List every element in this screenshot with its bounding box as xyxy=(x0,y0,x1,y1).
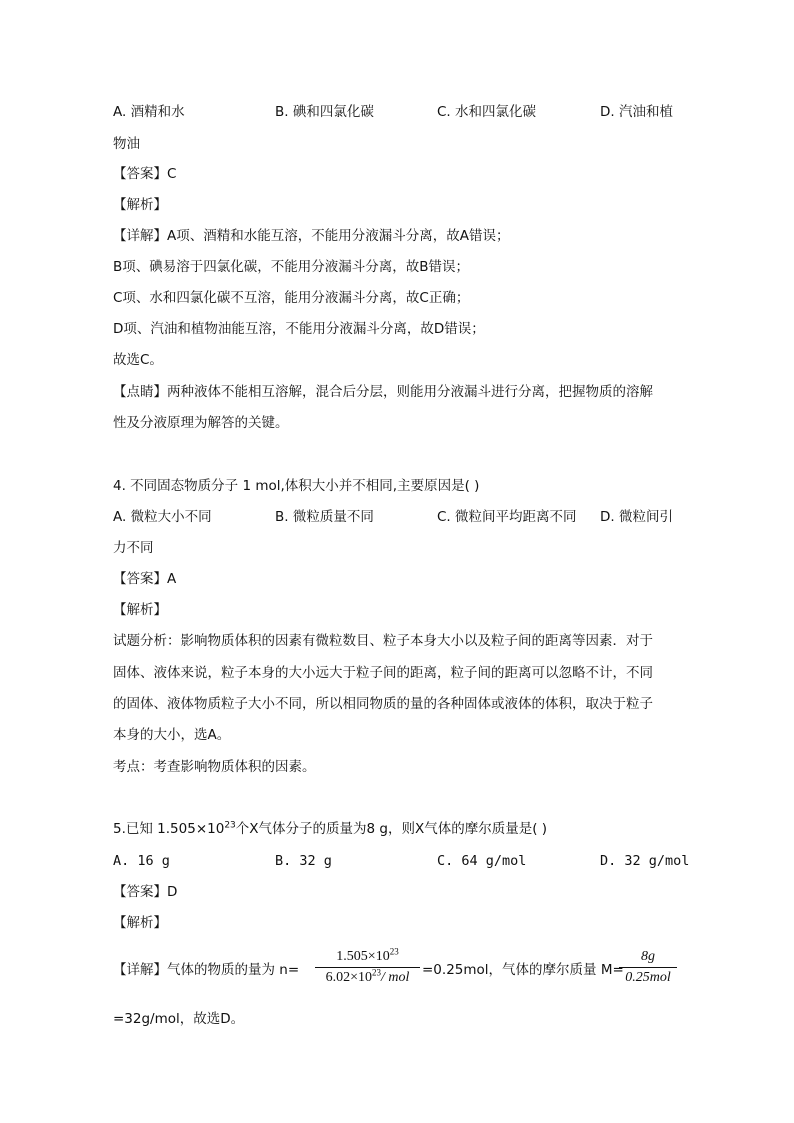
q4-option-d-wrap: 力不同 xyxy=(113,540,154,556)
q5-option-c: C. 64 g/mol xyxy=(437,853,527,869)
q5-fraction-moles xyxy=(315,948,420,987)
q5-stem-pre: 5.已知 1.505×10 xyxy=(113,821,225,837)
q3-point-line: 性及分液原理为解答的关键。 xyxy=(113,415,289,431)
q3-detail-line: 故选C。 xyxy=(113,352,163,368)
q3-point-line: 【点睛】两种液体不能相互溶解，混合后分层，则能用分液漏斗进行分离，把握物质的溶解 xyxy=(113,384,653,400)
q5-final-line: =32g/mol，故选D。 xyxy=(113,1011,245,1027)
q3-detail-line: C项、水和四氯化碳不互溶，能用分液漏斗分离，故C正确； xyxy=(113,290,470,306)
q4-analysis-line: 固体、液体来说，粒子本身的大小远大于粒子间的距离，粒子间的距离可以忽略不计，不同 xyxy=(113,665,653,681)
q5-stem-post: 个X气体分子的质量为8 g，则X气体的摩尔质量是( ) xyxy=(235,821,548,837)
q3-analysis-heading: 【解析】 xyxy=(113,197,167,213)
q3-detail-line: B项、碘易溶于四氯化碳，不能用分液漏斗分离，故B错误； xyxy=(113,259,470,275)
q4-option-b: B. 微粒质量不同 xyxy=(275,509,374,525)
q5-stem-exponent: 23 xyxy=(224,820,236,831)
q5-stem xyxy=(113,819,547,839)
q5-option-b: B. 32 g xyxy=(275,853,332,869)
q4-analysis-line: 的固体、液体物质粒子大小不同，所以相同物质的量的各种固体或液体的体积，取决于粒子 xyxy=(113,696,653,712)
q4-analysis-heading: 【解析】 xyxy=(113,602,167,618)
fraction-denominator: 0.25mol xyxy=(625,970,671,985)
q5-detail-mid: =0.25mol，气体的摩尔质量 M= xyxy=(422,962,624,978)
q5-answer: 【答案】D xyxy=(113,884,178,900)
q5-analysis-heading: 【解析】 xyxy=(113,915,167,931)
fraction-numerator: $1.505\times 10^{23}$ xyxy=(336,946,399,964)
q4-option-d: D. 微粒间引 xyxy=(600,509,673,525)
q5-fraction-molar-mass xyxy=(619,948,677,987)
fraction-bar xyxy=(619,967,677,968)
q4-analysis-line: 本身的大小，选A。 xyxy=(113,727,231,743)
q3-detail-line: 【详解】A项、酒精和水能互溶，不能用分液漏斗分离，故A错误； xyxy=(113,228,510,244)
q3-option-b: B. 碘和四氯化碳 xyxy=(275,104,374,120)
fraction-denominator: $6.02\times 10^{23}/$ mol xyxy=(325,967,410,985)
q3-option-d: D. 汽油和植 xyxy=(600,104,673,120)
q4-analysis-line: 试题分析：影响物质体积的因素有微粒数目、粒子本身大小以及粒子间的距离等因素．对于 xyxy=(113,633,653,649)
fraction-numerator: 8g xyxy=(641,949,655,964)
q3-option-a: A. 酒精和水 xyxy=(113,104,185,120)
q5-option-a: A. 16 g xyxy=(113,853,170,869)
q3-option-c: C. 水和四氯化碳 xyxy=(437,104,537,120)
q5-option-d: D. 32 g/mol xyxy=(600,853,690,869)
q3-answer: 【答案】C xyxy=(113,166,177,182)
q4-kaodian: 考点：考查影响物质体积的因素。 xyxy=(113,759,316,775)
q4-option-c: C. 微粒间平均距离不同 xyxy=(437,509,577,525)
q5-detail-pre: 【详解】气体的物质的量为 n= xyxy=(113,962,300,978)
q4-answer: 【答案】A xyxy=(113,571,177,587)
q3-detail-line: D项、汽油和植物油能互溶，不能用分液漏斗分离，故D错误； xyxy=(113,321,485,337)
fraction-bar xyxy=(315,967,420,968)
q4-option-a: A. 微粒大小不同 xyxy=(113,509,212,525)
q3-option-d-wrap: 物油 xyxy=(113,136,140,152)
q4-stem: 4. 不同固态物质分子 1 mol,体积大小并不相同,主要原因是( ) xyxy=(113,478,480,494)
